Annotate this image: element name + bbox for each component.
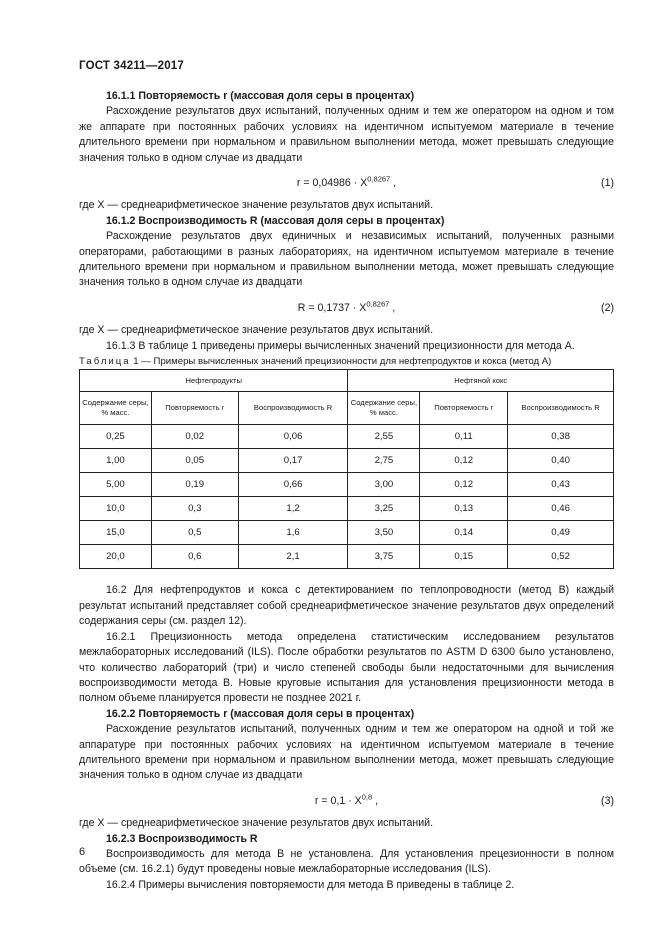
section-16-2-3-title: 16.2.3 Воспроизводимость R (106, 832, 258, 845)
formula-2-exponent: 0,8267 (366, 299, 390, 309)
table-1-caption-text: 1 — Примеры вычисленных значений прецизионности для нефтепродуктов и кокса (метод А) (130, 356, 552, 368)
formula-1-exponent: 0,8267 (367, 174, 391, 184)
section-16-1-2-title: 16.1.2 Воспроизводимость R (массовая доля серы в процентах) (106, 214, 445, 227)
table-cell: 2,1 (238, 545, 348, 569)
formula-1-comma: , (390, 177, 397, 190)
formula-3-expression: r = 0,1 · X (314, 794, 362, 807)
formula-2-expression: R = 0,1737 · X (297, 301, 367, 314)
table-cell: 3,25 (348, 497, 420, 521)
section-16-2-1-text: 16.2.1 Прецизионность метода определена статистическим исследованием результатов межлабораторных исследований (ILS). После обработки результатов по ASTM D 6300 было установлено, что количество лабораторий (три) и число степеней свободы были недостаточными для вычисления воспроизводимости метода В. Новые круговые испытания для установления прецизионности метода в полном объеме планируется провести не позднее 2021 г. (79, 630, 614, 705)
section-16-2-text: 16.2 Для нефтепродуктов и кокса с детектированием по теплопроводности (метод В) каждый результат испытаний представляет собой среднеарифметическое значение результатов двух определений содержания серы (см. раздел 12). (79, 584, 614, 628)
table-cell: 0,13 (420, 497, 508, 521)
table-row (80, 449, 614, 473)
section-16-1-3-text: 16.1.3 В таблице 1 приведены примеры вычисленных значений прецизионности для метода А. (106, 339, 575, 352)
table-cell: 0,46 (508, 497, 614, 521)
table-cell: 0,66 (238, 473, 348, 497)
formula-1-number: (1) (601, 177, 614, 190)
table-1-caption-label: Таблица (79, 356, 131, 368)
formula-2-where: где X — среднеарифметическое значение результатов двух испытаний. (79, 324, 434, 337)
table-1-header-content: Содержание серы, % масс. (348, 392, 420, 425)
table-row (80, 521, 614, 545)
table-1-header-content: Содержание серы, % масс. (80, 392, 152, 425)
table-cell: 0,15 (420, 545, 508, 569)
formula-1 (79, 176, 614, 191)
page-number: 6 (79, 846, 86, 858)
formula-1-where: где X — среднеарифметическое значение результатов двух испытаний. (79, 199, 434, 212)
table-cell: 15,0 (80, 521, 152, 545)
table-1 (79, 369, 614, 569)
table-cell: 0,38 (508, 425, 614, 449)
table-cell: 3,00 (348, 473, 420, 497)
table-cell: 0,12 (420, 473, 508, 497)
table-cell: 0,3 (151, 497, 238, 521)
document-header: ГОСТ 34211—2017 (79, 60, 184, 72)
formula-3-where: где X — среднеарифметическое значение результатов двух испытаний. (79, 817, 434, 830)
table-cell: 1,00 (80, 449, 152, 473)
table-cell: 0,5 (151, 521, 238, 545)
section-16-2-3-text: Воспроизводимость для метода В не установлена. Для установления прецезионности в полном объеме (см. 16.2.1) будут проведены новые межлабораторные исследования (ILS). (79, 847, 614, 876)
formula-2 (79, 301, 614, 316)
table-row (80, 497, 614, 521)
table-1-caption (79, 354, 614, 369)
table-1-header-repeatability: Повторяемость r (420, 392, 508, 425)
formula-3-comma: , (372, 794, 379, 807)
table-1-header-reproducibility: Воспроизводимость R (238, 392, 348, 425)
section-16-1-1-title: 16.1.1 Повторяемость r (массовая доля серы в процентах) (106, 90, 415, 102)
table-row (80, 473, 614, 497)
table-1-group-coke: Нефтяной кокс (348, 370, 614, 392)
document-body (79, 89, 614, 893)
table-cell: 0,11 (420, 425, 508, 449)
table-1-header-repeatability: Повторяемость r (151, 392, 238, 425)
table-cell: 0,52 (508, 545, 614, 569)
formula-3-number: (3) (601, 794, 614, 807)
table-cell: 0,25 (80, 425, 152, 449)
table-cell: 0,12 (420, 449, 508, 473)
table-cell: 0,19 (151, 473, 238, 497)
table-cell: 0,06 (238, 425, 348, 449)
table-cell: 10,0 (80, 497, 152, 521)
table-cell: 0,02 (151, 425, 238, 449)
section-16-2-2-text: Расхождение результатов испытаний, полученных одним и тем же оператором на одной и той же аппаратуре при постоянных рабочих условиях на идентичном испытуемом материале в течение длительного времени при нормальном и правильном выполнении метода, может превышать следующие значения только в одном случае из двадцати (79, 723, 614, 782)
table-cell: 0,49 (508, 521, 614, 545)
table-cell: 0,6 (151, 545, 238, 569)
table-1-group-petroleum: Нефтепродукты (80, 370, 348, 392)
formula-2-comma: , (389, 301, 396, 314)
table-cell: 3,75 (348, 545, 420, 569)
table-cell: 2,75 (348, 449, 420, 473)
table-1-header-reproducibility: Воспроизводимость R (508, 392, 614, 425)
section-16-2-2-title: 16.2.2 Повторяемость r (массовая доля серы в процентах) (106, 707, 415, 720)
table-cell: 0,14 (420, 521, 508, 545)
table-cell: 2,55 (348, 425, 420, 449)
formula-2-number: (2) (601, 301, 614, 314)
table-row (80, 545, 614, 569)
table-cell: 0,40 (508, 449, 614, 473)
section-16-1-1-text: Расхождение результатов двух испытаний, полученных одним и тем же оператором на одном и том же аппарате при постоянных рабочих условиях на идентичном испытуемом материале в течение длительного времени при нормальном и правильном выполнении метода, может превышать следующие значения только в одном случае из двадцати (79, 105, 614, 164)
formula-3 (79, 794, 614, 809)
table-cell: 5,00 (80, 473, 152, 497)
table-cell: 1,6 (238, 521, 348, 545)
section-16-1-2-text: Расхождение результатов двух единичных и независимых испытаний, полученных разными операторами, работающими в разных лабораториях, на идентичном испытуемом материале в течение длительного времени при нормальном и правильном выполнении метода, может превышать следующие значения только в одном случае из двадцати (79, 230, 614, 289)
table-cell: 0,05 (151, 449, 238, 473)
table-cell: 1,2 (238, 497, 348, 521)
table-row (80, 425, 614, 449)
table-cell: 20,0 (80, 545, 152, 569)
table-cell: 0,17 (238, 449, 348, 473)
table-cell: 3,50 (348, 521, 420, 545)
formula-1-expression: r = 0,04986 · X (296, 177, 368, 190)
section-16-2-4-text: 16.2.4 Примеры вычисления повторяемости для метода В приведены в таблице 2. (106, 878, 515, 891)
table-cell: 0,43 (508, 473, 614, 497)
formula-3-exponent: 0,8 (361, 792, 373, 802)
